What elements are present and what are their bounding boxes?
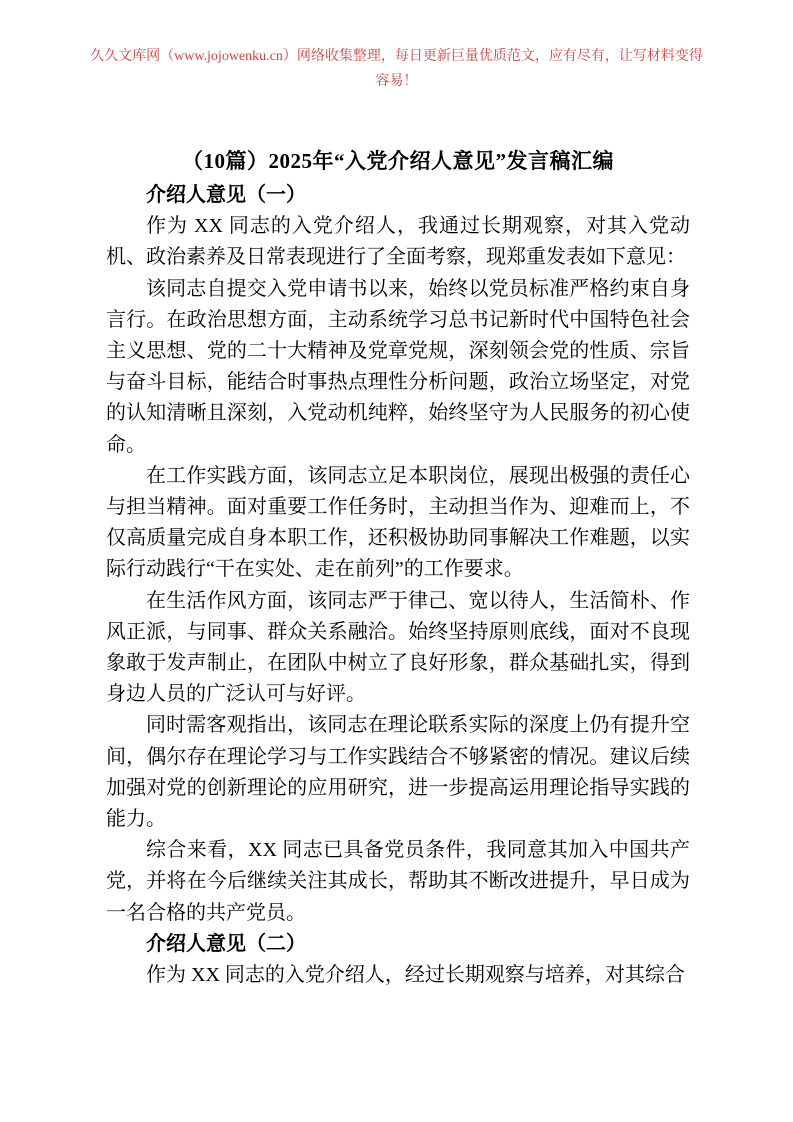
paragraph: 作为 XX 同志的入党介绍人，我通过长期观察，对其入党动机、政治素养及日常表现进行了全面考察，现郑重发表如下意见： <box>106 215 690 269</box>
section-heading-opinion-1: 介绍人意见（一） <box>146 184 306 206</box>
document-body <box>106 143 690 991</box>
site-watermark-header <box>0 44 793 94</box>
paragraph: 在生活作风方面，该同志严于律己、宽以待人，生活简朴、作风正派，与同事、群众关系融洽。始终坚持原则底线，面对不良现象敢于发声制止，在团队中树立了良好形象，群众基础扎实，得到身边人员的广泛认可与好评。 <box>106 589 690 706</box>
document-title: （10篇）2025年“入党介绍人意见”发言稿汇编 <box>182 149 614 173</box>
watermark-line-1: 久久文库网（www.jojowenku.cn）网络收集整理，每日更新巨量优质范文，应有尽有，让写材料变得 <box>90 49 703 64</box>
paragraph: 作为 XX 同志的入党介绍人，经过长期观察与培养，对其综合 <box>146 964 685 987</box>
section-heading-opinion-2: 介绍人意见（二） <box>146 932 306 955</box>
paragraph: 在工作实践方面，该同志立足本职岗位，展现出极强的责任心与担当精神。面对重要工作任务时，主动担当作为、迎难而上，不仅高质量完成自身本职工作，还积极协助同事解决工作难题，以实际行动践行“干在实处、走在前列”的工作要求。 <box>106 464 690 581</box>
paragraph: 同时需客观指出，该同志在理论联系实际的深度上仍有提升空间，偶尔存在理论学习与工作实践结合不够紧密的情况。建议后续加强对党的创新理论的应用研究，进一步提高运用理论指导实践的能力。 <box>106 714 690 831</box>
paragraph: 综合来看，XX 同志已具备党员条件，我同意其加入中国共产党，并将在今后继续关注其成长，帮助其不断改进提升，早日成为一名合格的共产党员。 <box>106 839 690 924</box>
paragraph: 该同志自提交入党申请书以来，始终以党员标准严格约束自身言行。在政治思想方面，主动系统学习总书记新时代中国特色社会主义思想、党的二十大精神及党章党规，深刻领会党的性质、宗旨与奋斗目标，能结合时事热点理性分析问题，政治立场坚定，对党的认知清晰且深刻，入党动机纯粹，始终坚守为人民服务的初心使命。 <box>106 277 690 456</box>
watermark-line-2: 容易！ <box>375 74 418 89</box>
